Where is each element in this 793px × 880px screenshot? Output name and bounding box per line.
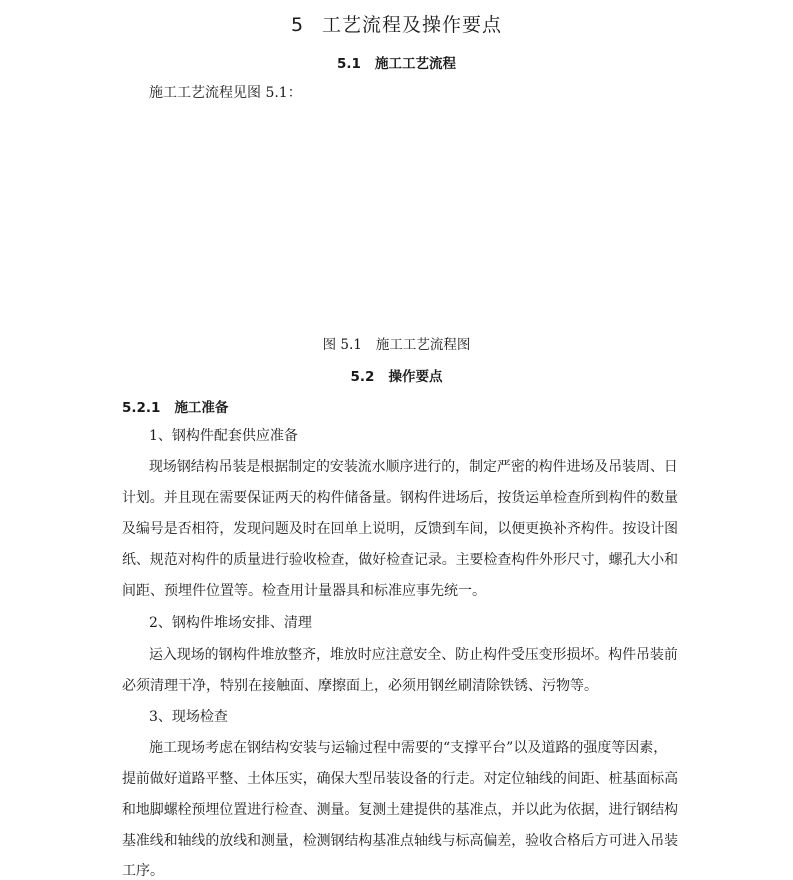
chapter-title-text: 工艺流程及操作要点: [322, 14, 503, 36]
section-number: 5.2: [350, 369, 375, 385]
item-heading: 3、现场检查: [149, 709, 228, 725]
paragraph-line: 纸、规范对构件的质量进行验收检查，做好检查记录。主要检查构件外形尺寸，螺孔大小和: [122, 552, 679, 568]
paragraph-line: 工序。: [122, 863, 164, 879]
chapter-number: 5: [290, 14, 305, 36]
paragraph-line: 间距、预埋件位置等。检查用计量器具和标准应事先统一。: [122, 583, 486, 599]
intro-paragraph: 施工工艺流程见图 5.1：: [149, 85, 302, 101]
paragraph-line: 施工现场考虑在钢结构安装与运输过程中需要的“支撑平台”以及道路的强度等因素，: [149, 740, 668, 756]
figure-placeholder: [122, 112, 678, 320]
paragraph-line: 必须清理干净，特别在接触面、摩擦面上，必须用钢丝刷清除铁锈、污物等。: [122, 678, 598, 694]
subsection-number: 5.2.1: [122, 400, 161, 416]
subsection-5-2-1-heading: [122, 396, 228, 416]
section-5-1-heading: [0, 52, 793, 72]
item-heading: 1、钢构件配套供应准备: [149, 428, 298, 444]
figure-caption: [0, 333, 793, 353]
figure-number: 图 5.1: [322, 337, 362, 353]
paragraph-line: 运入现场的钢构件堆放整齐，堆放时应注意安全、防止构件受压变形损坏。构件吊装前: [149, 647, 678, 663]
paragraph-line: 现场钢结构吊装是根据制定的安装流水顺序进行的，制定严密的构件进场及吊装周、日: [149, 459, 678, 475]
section-number: 5.1: [337, 56, 361, 72]
figure-caption-text: 施工工艺流程图: [375, 337, 471, 353]
section-title: 操作要点: [388, 369, 443, 385]
chapter-title: [0, 10, 793, 37]
paragraph-line: 计划。并且现在需要保证两天的构件储备量。钢构件进场后，按货运单检查所到构件的数量: [122, 490, 679, 506]
subsection-title: 施工准备: [174, 400, 229, 416]
paragraph-line: 基准线和轴线的放线和测量，检测钢结构基准点轴线与标高偏差，验收合格后方可进入吊装: [122, 833, 679, 849]
paragraph-line: 提前做好道路平整、土体压实，确保大型吊装设备的行走。对定位轴线的间距、桩基面标高: [122, 771, 679, 787]
paragraph-line: 及编号是否相符，发现问题及时在回单上说明，反馈到车间，以便更换补齐构件。按设计图: [122, 521, 679, 537]
item-heading: 2、钢构件堆场安排、清理: [149, 615, 312, 631]
section-5-2-heading: [0, 365, 793, 385]
paragraph-line: 和地脚螺栓预埋位置进行检查、测量。复测土建提供的基准点，并以此为依据，进行钢结构: [122, 802, 679, 818]
section-title: 施工工艺流程: [374, 56, 456, 72]
